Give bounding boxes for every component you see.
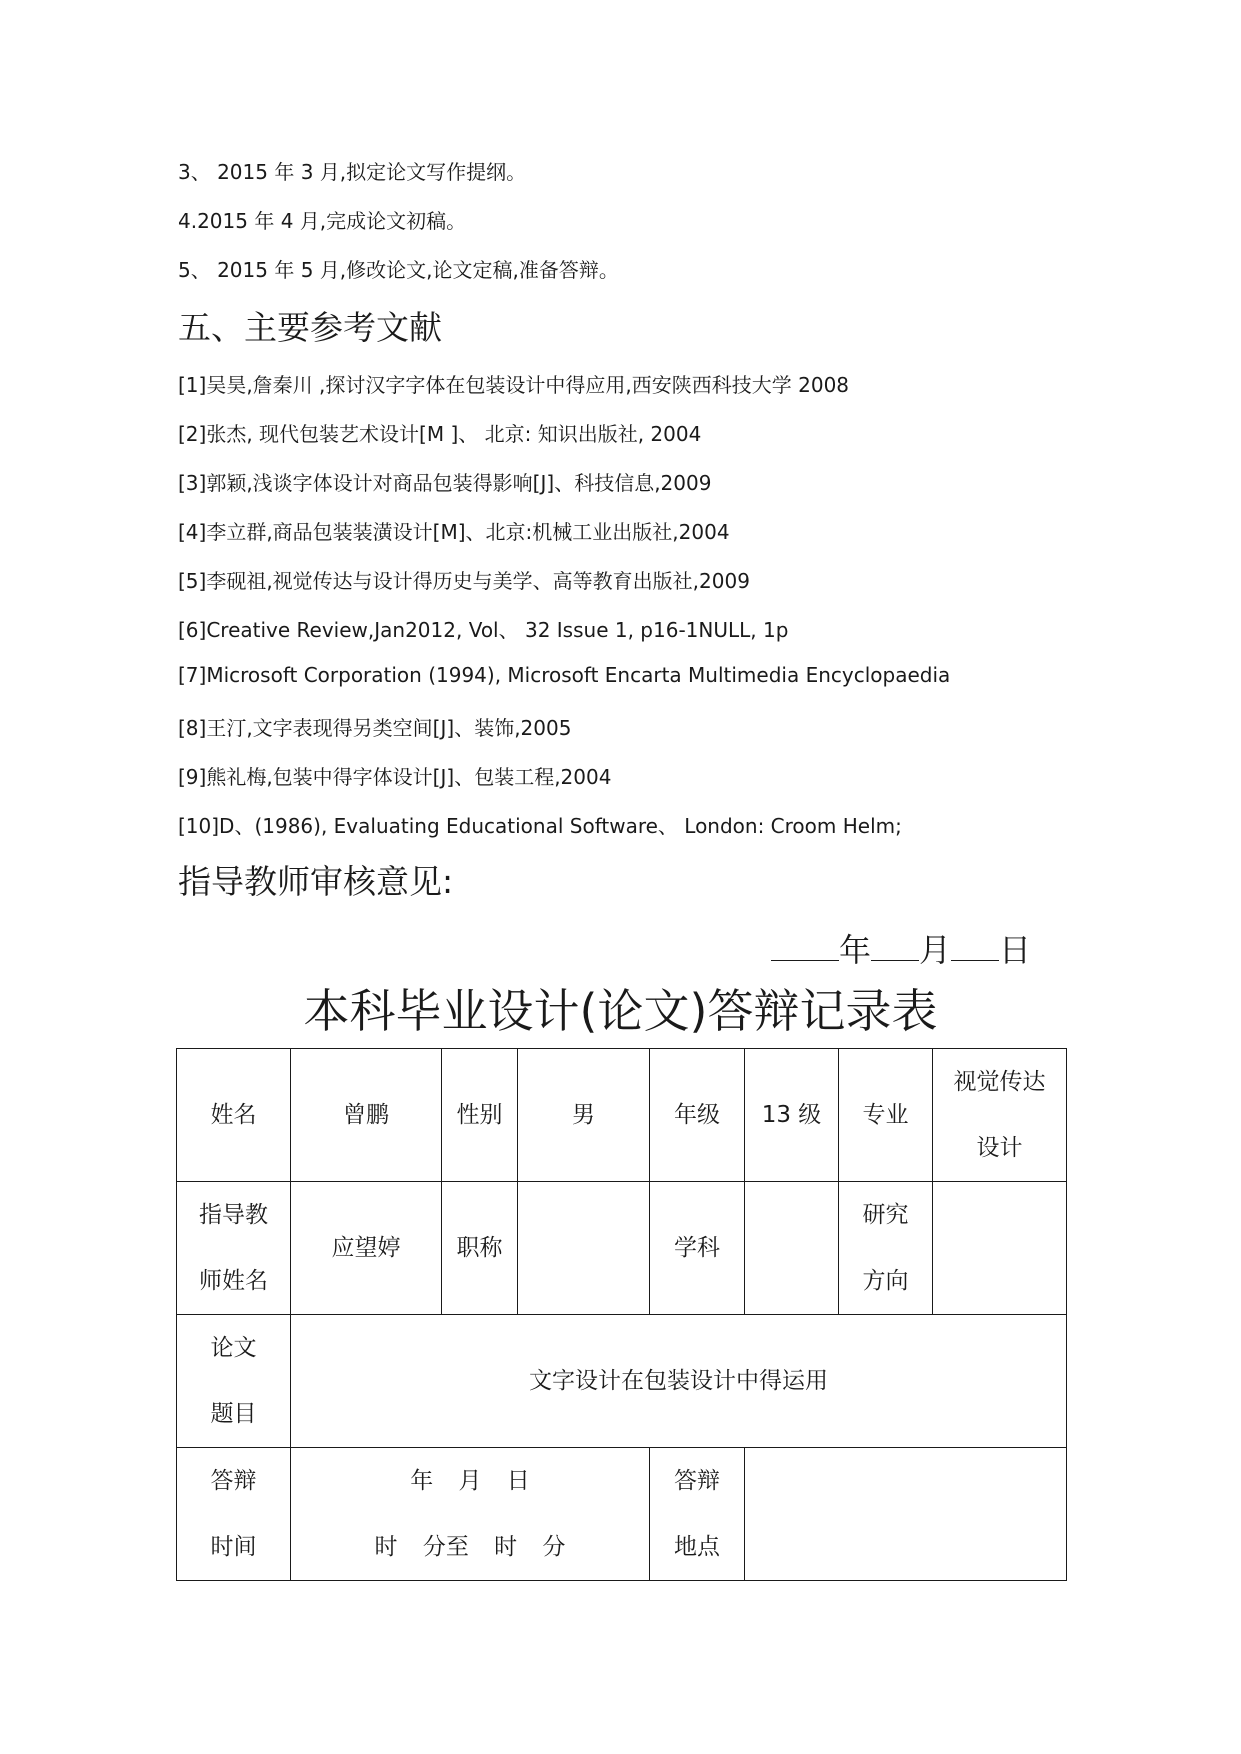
defense-time-label-line: 时间: [210, 1534, 257, 1560]
research-value[interactable]: [933, 1182, 1067, 1315]
defense-date-text: 年 月 日: [410, 1468, 530, 1494]
defense-clock-text: 时 分至 时 分: [374, 1534, 566, 1560]
month-unit: 月: [918, 931, 951, 969]
reference-item: [1]吴昊,詹秦川 ,探讨汉字字体在包装设计中得应用,西安陕西科技大学 2008: [178, 373, 850, 397]
reference-item: [7]Microsoft Corporation (1994), Microsoft Encarta Multimedia Encyclopaedia: [178, 663, 951, 687]
advisor-label: [177, 1182, 291, 1315]
advisor-value[interactable]: 应望婷: [291, 1182, 442, 1315]
defense-place-label-line: 地点: [674, 1534, 720, 1560]
title-rank-label: 职称: [442, 1182, 518, 1315]
thesis-title-value[interactable]: 文字设计在包装设计中得运用: [291, 1315, 1067, 1448]
year-blank: [771, 932, 839, 961]
thesis-label-line: 题目: [210, 1401, 257, 1427]
signature-date-line: [771, 925, 1031, 971]
advisor-opinion-label: 指导教师审核意见:: [178, 862, 454, 901]
gender-label: 性别: [442, 1049, 518, 1182]
subject-label: 学科: [650, 1182, 745, 1315]
reference-item: [6]Creative Review,Jan2012, Vol、 32 Issue 1, p16-1NULL, 1p: [178, 618, 789, 642]
name-label: 姓名: [177, 1049, 291, 1182]
grade-label: 年级: [650, 1049, 745, 1182]
advisor-label-line: 师姓名: [199, 1268, 268, 1294]
name-value[interactable]: 曾鹏: [291, 1049, 442, 1182]
subject-value[interactable]: [745, 1182, 839, 1315]
thesis-label: [177, 1315, 291, 1448]
advisor-label-line: 指导教: [199, 1202, 268, 1228]
grade-value[interactable]: 13 级: [745, 1049, 839, 1182]
major-label: 专业: [839, 1049, 933, 1182]
defense-time-label: [177, 1448, 291, 1581]
defense-record-table: [176, 1048, 1067, 1581]
major-value-line: 视觉传达: [953, 1069, 1046, 1095]
reference-item: [5]李砚祖,视觉传达与设计得历史与美学、高等教育出版社,2009: [178, 569, 750, 593]
title-rank-value[interactable]: [518, 1182, 650, 1315]
thesis-label-line: 论文: [210, 1335, 257, 1361]
month-blank: [871, 932, 919, 961]
form-title: 本科毕业设计(论文)答辩记录表: [303, 984, 938, 1038]
major-value[interactable]: [933, 1049, 1067, 1182]
reference-item: [2]张杰, 现代包装艺术设计[M ]、 北京: 知识出版社, 2004: [178, 422, 702, 446]
research-label: [839, 1182, 933, 1315]
schedule-item: 3、 2015 年 3 月,拟定论文写作提纲。: [178, 160, 527, 184]
research-label-line: 方向: [862, 1268, 909, 1294]
reference-item: [8]王汀,文字表现得另类空间[J]、装饰,2005: [178, 716, 572, 740]
gender-value[interactable]: 男: [518, 1049, 650, 1182]
day-blank: [951, 932, 999, 961]
reference-item: [9]熊礼梅,包装中得字体设计[J]、包装工程,2004: [178, 765, 612, 789]
day-unit: 日: [998, 931, 1031, 969]
year-unit: 年: [838, 931, 871, 969]
defense-time-label-line: 答辩: [210, 1468, 257, 1494]
defense-place-label-line: 答辩: [674, 1468, 720, 1494]
defense-place-label: [650, 1448, 745, 1581]
schedule-item: 5、 2015 年 5 月,修改论文,论文定稿,准备答辩。: [178, 258, 619, 282]
reference-item: [3]郭颖,浅谈字体设计对商品包装得影响[J]、科技信息,2009: [178, 471, 712, 495]
defense-time-value[interactable]: [291, 1448, 650, 1581]
research-label-line: 研究: [862, 1202, 909, 1228]
reference-item: [10]D、(1986), Evaluating Educational Software、 London: Croom Helm;: [178, 814, 902, 838]
references-heading: 五、主要参考文献: [178, 308, 442, 347]
defense-place-value[interactable]: [745, 1448, 1067, 1581]
schedule-item: 4.2015 年 4 月,完成论文初稿。: [178, 209, 467, 233]
major-value-line: 设计: [976, 1135, 1023, 1161]
reference-item: [4]李立群,商品包装装潢设计[M]、北京:机械工业出版社,2004: [178, 520, 730, 544]
